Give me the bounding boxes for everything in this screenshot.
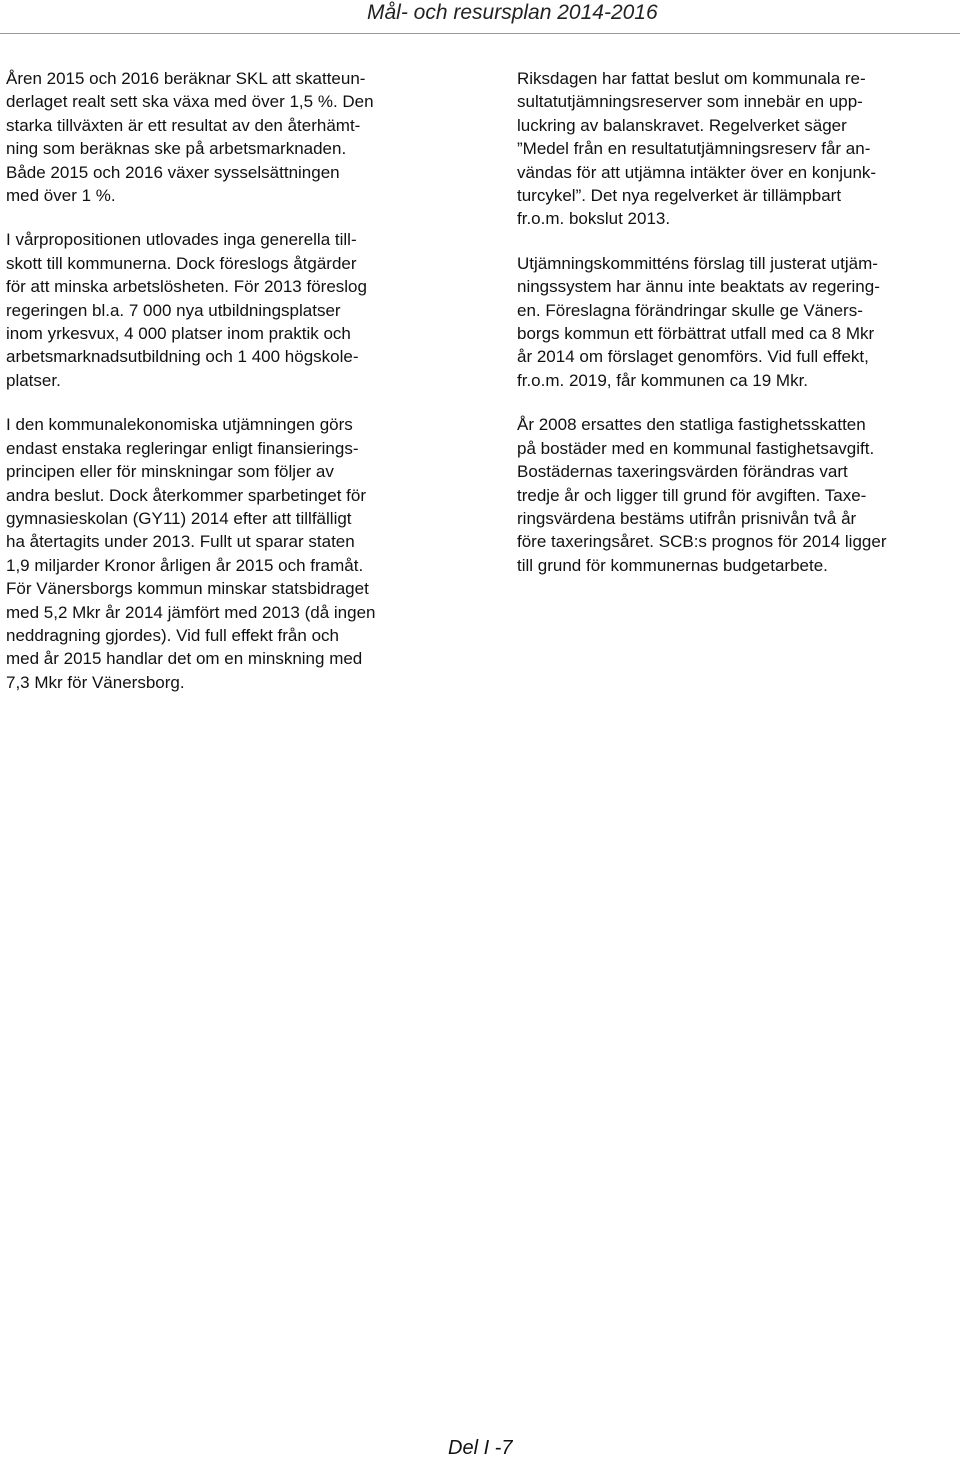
paragraph-spring-proposition: I vårpropositionen utlovades inga generella till- skott till kommunerna. Dock föreslogs åtgärder för att minska arbetslösheten. För 2013 föreslog regeringen bl.a. 7 000 nya utbildningsplatser inom yrkesvux, 4 000 platser inom praktik och arbetsmarknadsutbildning och 1 400 högskole- platser.: [6, 230, 367, 390]
left-text-column: [6, 67, 450, 715]
right-text-column: [517, 67, 960, 598]
document-title: Mål- och resursplan 2014-2016: [367, 1, 658, 24]
paragraph-property-fee: År 2008 ersattes den statliga fastighetsskatten på bostäder med en kommunal fastighetsavgift. Bostädernas taxeringsvärden förändras vart tredje år och ligger till grund för avgiften. Taxe- ringsvärdena bestäms utifrån prisnivån två år före taxeringsåret. SCB:s prognos för 2014 ligger till grund för kommunernas budgetarbete.: [517, 415, 887, 575]
page-number: Del I -7: [448, 1437, 513, 1459]
page-header: [0, 0, 960, 32]
paragraph-result-reserves: Riksdagen har fattat beslut om kommunala re- sultatutjämningsreserver som innebär en upp- luckring av balanskravet. Regelverket säger ”Medel från en resultatutjämningsreserv får an- vändas för att utjämna intäkter över en konjunk- turcykel”. Det nya regelverket är tillämpbart fr.o.m. bokslut 2013.: [517, 69, 877, 229]
paragraph-tax-base-growth: Åren 2015 och 2016 beräknar SKL att skatteun- derlaget realt sett ska växa med över 1,5 %. Den starka tillväxten är ett resultat av den återhämt- ning som beräknas ske på arbetsmarknaden. Både 2015 och 2016 växer sysselsättningen med över 1 %.: [6, 69, 374, 206]
paragraph-municipal-equalization: I den kommunalekonomiska utjämningen görs endast enstaka regleringar enligt finansierings- principen eller för minskningar som följer av andra beslut. Dock återkommer sparbetinget för gymnasieskolan (GY11) 2014 efter att tillfälligt ha återtagits under 2013. Fullt ut sparar staten 1,9 miljarder Kronor årligen år 2015 och framåt. För Vänersborgs kommun minskar statsbidraget med 5,2 Mkr år 2014 jämfört med 2013 (då ingen neddragning gjordes). Vid full effekt från och med år 2015 handlar det om en minskning med 7,3 Mkr för Vänersborg.: [6, 415, 376, 692]
paragraph-equalization-committee: Utjämningskommitténs förslag till justerat utjäm- ningssystem har ännu inte beaktats av regering- en. Föreslagna förändringar skulle ge Väners- borgs kommun ett förbättrat utfall med ca 8 Mkr år 2014 om förslaget genomförs. Vid full effekt, fr.o.m. 2019, får kommunen ca 19 Mkr.: [517, 253, 880, 390]
header-divider: [0, 33, 960, 34]
